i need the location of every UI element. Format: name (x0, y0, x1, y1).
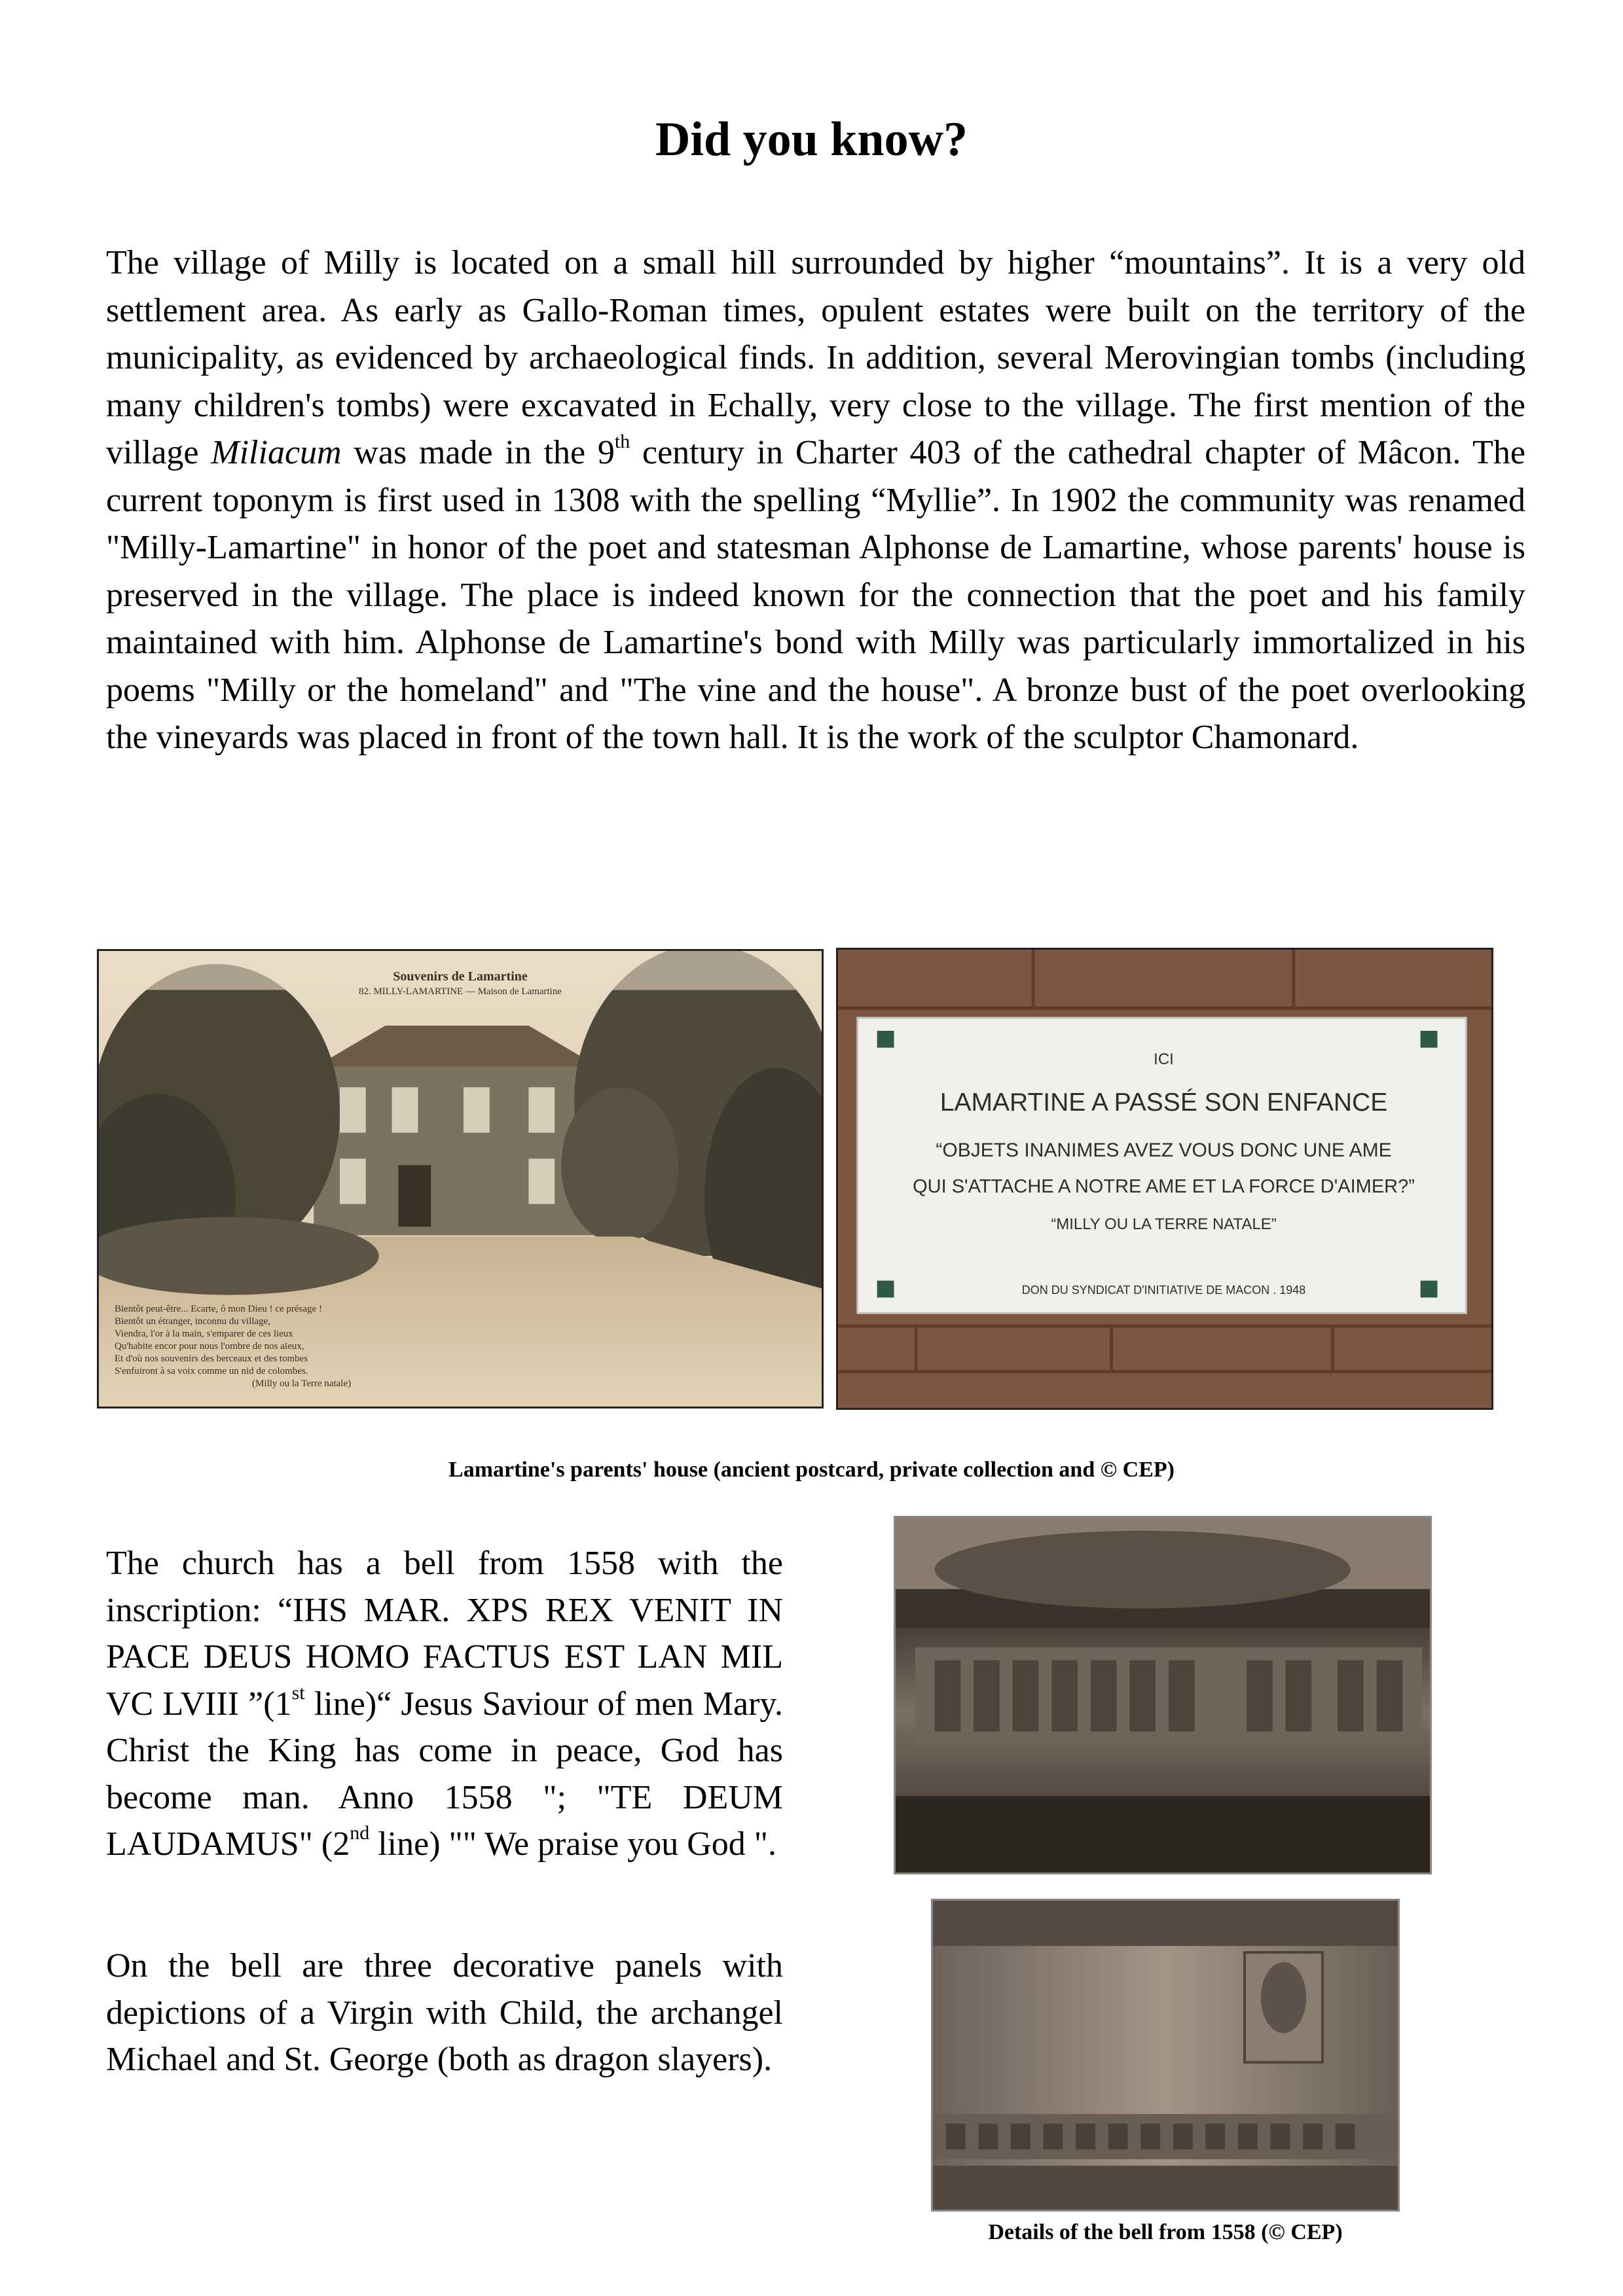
postcard-poem (115, 1303, 507, 1390)
intro-italic-miliacum: Miliacum (211, 434, 342, 471)
poem-line: Viendra, l'or à la main, s'emparer de ces lieux (115, 1329, 293, 1339)
intro-paragraph (106, 240, 1525, 762)
caption-bell: Details of the bell from 1558 (© CEP) (988, 2220, 1343, 2244)
bell-text-a: The church has a bell from 1558 with the inscription: “IHS MAR. XPS REX VENIT IN PACE DEUS HOMO FACTUS EST LAN MIL VC LVIII ”(1 (106, 1545, 783, 1723)
bell-paragraph-2: On the bell are three decorative panels with depictions of a Virgin with Child, the archangel Michael and St. George (both as dragon slayers). (106, 1947, 783, 2078)
bell-photo-top (894, 1516, 1432, 1874)
bell-photo-bottom (931, 1899, 1400, 2212)
plaque-line5: DON DU SYNDICAT D'INITIATIVE DE MACON . 1948 (1021, 1283, 1306, 1297)
plaque-top: ICI (1154, 1050, 1174, 1068)
page-title: Did you know? (655, 113, 968, 166)
poem-line: S'enfuiront à sa voix comme un nid de colombes. (115, 1366, 308, 1376)
plaque-photo (836, 948, 1493, 1410)
plaque-line2: “OBJETS INANIMES AVEZ VOUS DONC UNE AME (936, 1139, 1392, 1161)
bell-text-b: line)“ Jesus Saviour of men Mary. Christ the King has come in peace, God has become man. Anno 1558 "; "TE DEUM LAUDAMUS" (2 (106, 1685, 784, 1863)
poem-line: Bientôt un étranger, inconnu du village, (115, 1316, 271, 1327)
poem-line: Qu'habite encor pour nous l'ombre de nos aïeux, (115, 1341, 304, 1352)
plaque-line4: “MILLY OU LA TERRE NATALE” (1051, 1215, 1277, 1233)
bell-superscript-1: st (291, 1681, 305, 1704)
postcard-subheader: 82. MILLY-LAMARTINE — Maison de Lamartine (358, 986, 562, 997)
intro-text-3: century in Charter 403 of the cathedral chapter of Mâcon. The current toponym is first used in 1308 with the spelling “Myllie”. In 1902 the community was renamed "Milly-Lamartine" in honor of the poet and statesman Alphonse de Lamartine, whose parents' house is preserved in the village. The place is indeed known for the connection that the poet and his family maintained with him. Alphonse de Lamartine's bond with Milly was particularly immortalized in his poems "Milly or the homeland" and "The vine and the house". A bronze bust of the poet overlooking the vineyards was placed in front of the town hall. It is the work of the sculptor Chamonard. (106, 434, 1525, 756)
postcard-header: Souvenirs de Lamartine (393, 969, 528, 984)
intro-text-1: The village of Milly is located on a small hill surrounded by higher “mountains”. It is a very old settlement area. As early as Gallo-Roman times, opulent estates were built on the territory of the municipality, as evidenced by archaeological finds. In addition, several Merovingian tombs (including many children's tombs) were excavated in Echally, very close to the village. The first mention of the village (106, 244, 1525, 471)
bell-paragraph-1 (106, 1540, 783, 1868)
poem-line: Et d'où nos souvenirs des berceaux et des tombes (115, 1354, 308, 1364)
poem-line: Bientôt peut-être... Ecarte, ô mon Dieu ! ce présage ! (115, 1304, 322, 1314)
poem-line: (Milly ou la Terre natale) (252, 1378, 352, 1389)
plaque-line3: QUI S'ATTACHE A NOTRE AME ET LA FORCE D'AIMER?” (913, 1176, 1415, 1197)
caption-house: Lamartine's parents' house (ancient postcard, private collection and © CEP) (448, 1458, 1175, 1482)
bell-superscript-2: nd (350, 1822, 370, 1844)
bell-text-c: line) "" We praise you God ". (369, 1825, 776, 1863)
intro-text-2: was made in the 9 (341, 434, 615, 471)
postcard-photo (97, 949, 824, 1408)
intro-superscript: th (614, 431, 630, 452)
plaque-line1: LAMARTINE A PASSÉ SON ENFANCE (939, 1088, 1388, 1117)
